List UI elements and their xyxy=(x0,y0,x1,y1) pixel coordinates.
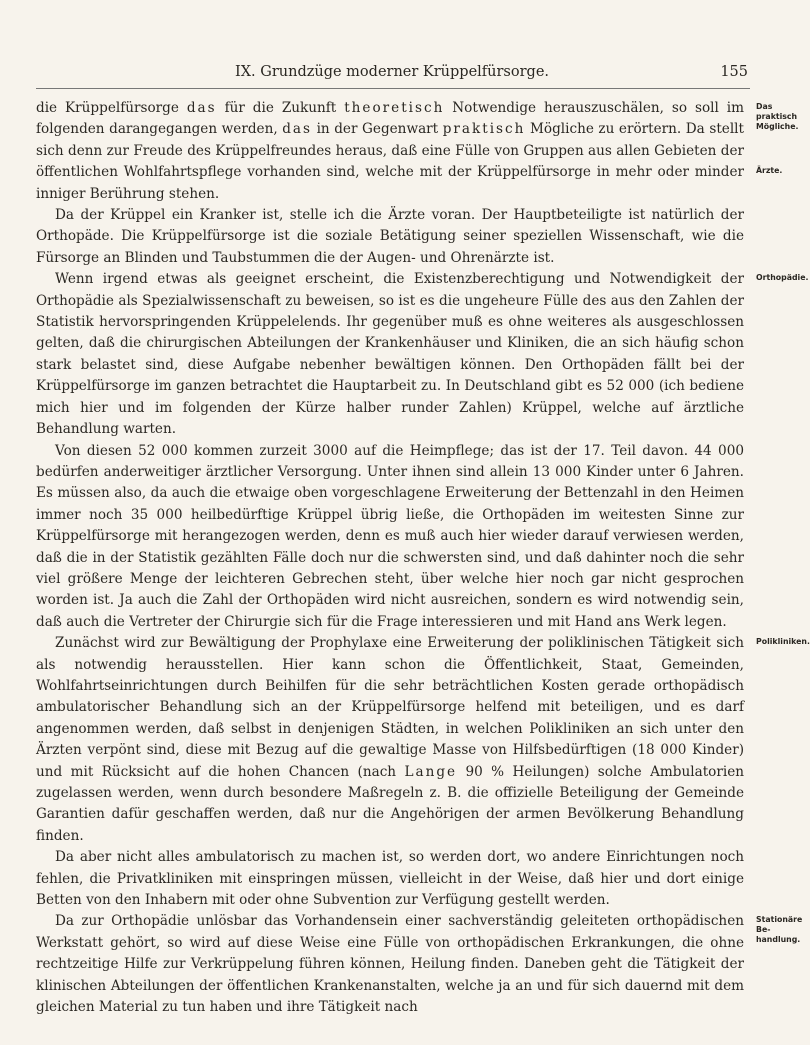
paragraph-1: die Krüppelfürsorge das für die Zukunft theoretisch Notwendige herauszuschälen, so soll im folgenden darangegangen werden, das in der Gegenwart praktisch Mögliche zu erörtern. Da stellt sich denn zur Freude des Krüppelfreundes heraus, daß eine Fülle von Gruppen aus allen Gebieten der öffentlichen Wohlfahrtspflege vorhanden sind, welche mit der Krüppelfürsorge in mehr oder minder inniger Berührung stehen. xyxy=(36,100,744,202)
header-rule xyxy=(36,88,750,89)
chapter-title: IX. Grundzüge moderner Krüppelfürsorge. xyxy=(234,64,550,80)
margin-note-polikliniken: Polikliniken. xyxy=(756,637,810,646)
margin-note-orthopaedie: Orthopädie. xyxy=(756,273,809,282)
page-number: 155 xyxy=(720,64,748,80)
margin-note-stationaer: Stationäre Be-handlung. xyxy=(756,915,803,944)
margin-note-aerzte: Ärzte. xyxy=(756,166,783,175)
body-text xyxy=(36,98,744,1018)
margin-note-praktisch: Das praktisch Mögliche. xyxy=(756,102,799,131)
paragraph-4: Von diesen 52 000 kommen zurzeit 3000 auf die Heimpflege; das ist der 17. Teil davon. 44 000 bedürfen anderweitiger ärztlicher Versorgung. Unter ihnen sind allein 13 000 Kinder unter 6 Jahren. Es müssen also, da auch die etwaige oben vorgeschlagene Erweiterung der Bettenzahl in den Heimen immer noch 35 000 heilbedürftige Krüppel übrig ließe, die Orthopäden im weitesten Sinne zur Krüppelfürsorge mit herangezogen werden, denn es muß auch hier wieder darauf verwiesen werden, daß die in der Statistik gezählten Fälle doch nur die schwersten sind, und daß dahinter noch die sehr viel größere Menge der leichteren Gebrechen steht, über welche hier noch gar nicht gesprochen worden ist. Ja auch die Zahl der Orthopäden wird nicht ausreichen, sondern es wird notwendig sein, daß auch die Vertreter der Chirurgie sich für die Frage interessieren und mit Hand ans Werk legen. xyxy=(36,442,744,630)
paragraph-5: Zunächst wird zur Bewältigung der Prophylaxe eine Erweiterung der poliklinischen Tätigkeit sich als notwendig herausstellen. Hier kann schon die Öffentlichkeit, Staat, Gemeinden, Wohlfahrtseinrichtungen durch Beihilfen für die sehr beträchtlichen Kosten gerade orthopädisch ambulatorischer Behandlung sich an der Krüppelfürsorge helfend mit beteiligen, und es darf angenommen werden, daß selbst in denjenigen Städten, in welchen Polikliniken an sich unter den Ärzten verpönt sind, diese mit Bezug auf die gewaltige Masse von Hilfsbedürftigen (18 000 Kinder) und mit Rücksicht auf die hohen Chancen (nach Lange 90 % Heilungen) solche Ambulatorien zugelassen werden, wenn durch besondere Maßregeln z. B. die offizielle Beteiligung der Gemeinde Garantien dafür geschaffen werden, daß nur die Angehörigen der armen Bevölkerung Behandlung finden. xyxy=(36,635,744,844)
paragraph-6: Da aber nicht alles ambulatorisch zu machen ist, so werden dort, wo andere Einrichtungen noch fehlen, die Privatkliniken mit einspringen müssen, vielleicht in der Weise, daß hier und dort einige Betten von den Inhabern mit oder ohne Subvention zur Verfügung gestellt werden. xyxy=(36,849,744,909)
paragraph-3: Wenn irgend etwas als geeignet erscheint, die Existenzberechtigung und Notwendigkeit der Orthopädie als Spezialwissenschaft zu beweisen, so ist es die ungeheure Fülle des aus den Zahlen der Statistik hervorspringenden Krüppelelends. Ihr gegenüber muß es ohne weiteres als ausgeschlossen gelten, daß die chirurgischen Abteilungen der Krankenhäuser und Kliniken, die an sich häufig schon stark belastet sind, diese Aufgabe nebenher bewältigen können. Den Orthopäden fällt bei der Krüppelfürsorge im ganzen betrachtet die Hauptarbeit zu. In Deutschland gibt es 52 000 (ich bediene mich hier und im folgenden der Kürze halber runder Zahlen) Krüppel, welche auf ärztliche Behandlung warten. xyxy=(36,271,744,438)
running-header xyxy=(36,64,748,86)
paragraph-2: Da der Krüppel ein Kranker ist, stelle ich die Ärzte voran. Der Hauptbeteiligte ist natürlich der Orthopäde. Die Krüppelfürsorge ist die soziale Betätigung seiner speziellen Wissenschaft, wie die Fürsorge an Blinden und Taubstummen die der Augen- und Ohrenärzte ist. xyxy=(36,207,744,266)
paragraph-7: Da zur Orthopädie unlösbar das Vorhandensein einer sachverständig geleiteten orthopädischen Werkstatt gehört, so wird auf diese Weise eine Fülle von orthopädischen Erkrankungen, die ohne rechtzeitige Hilfe zur Verkrüppelung führen können, Heilung finden. Daneben geht die Tätigkeit der klinischen Abteilungen der öffentlichen Krankenanstalten, welche ja an und für sich dauernd mit dem gleichen Material zu tun haben und ihre Tätigkeit nach xyxy=(36,913,744,1016)
